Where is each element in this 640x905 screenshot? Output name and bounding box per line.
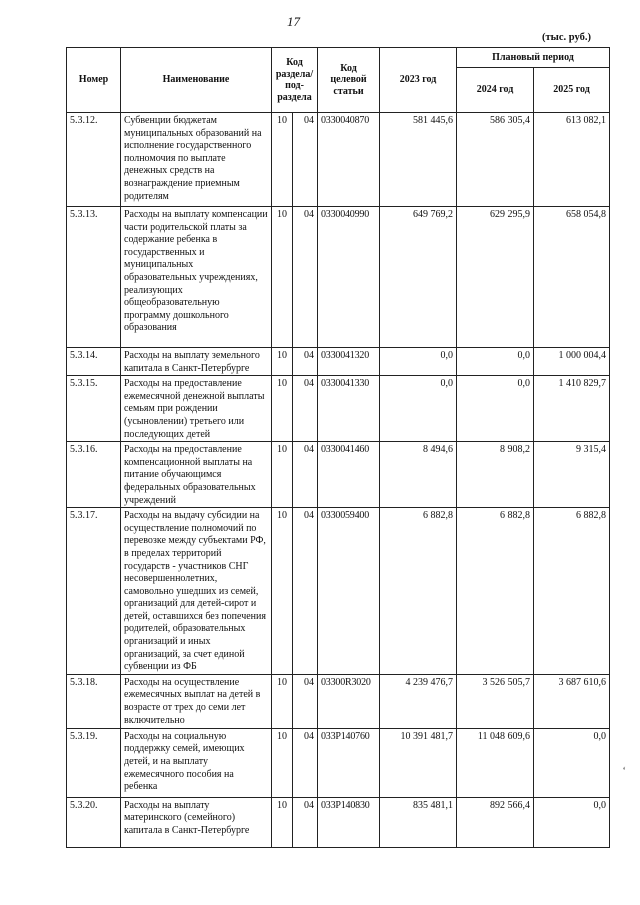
row-section-code: 10 [272,508,293,675]
header-2025: 2025 год [534,68,610,113]
row-target-code: 033P140830 [318,797,380,847]
row-subsection-code: 04 [293,508,318,675]
header-target-code: Код целевой статьи [318,48,380,113]
row-number: 5.3.12. [67,113,121,207]
row-section-code: 10 [272,728,293,797]
row-number: 5.3.15. [67,376,121,442]
row-target-code: 033P140760 [318,728,380,797]
row-value-2024: 6 882,8 [457,508,534,675]
row-subsection-code: 04 [293,207,318,348]
row-subsection-code: 04 [293,797,318,847]
margin-mark: ‘ [622,765,626,777]
row-name: Расходы на выплату компенсации части родительской платы за содержание ребенка в государственных и муниципальных образовательных учреждениях, реализующих общеобразовательную программу дошкольного образования [121,207,272,348]
row-value-2023: 649 769,2 [380,207,457,348]
table-row [67,207,610,348]
row-value-2025: 1 410 829,7 [534,376,610,442]
row-section-code: 10 [272,348,293,376]
header-2024: 2024 год [457,68,534,113]
row-name: Расходы на выплату земельного капитала в Санкт-Петербурге [121,348,272,376]
row-section-code: 10 [272,674,293,728]
row-value-2025: 3 687 610,6 [534,674,610,728]
row-value-2024: 586 305,4 [457,113,534,207]
row-subsection-code: 04 [293,113,318,207]
row-name: Расходы на социальную поддержку семей, имеющих детей, и на выплату ежемесячного пособия на ребенка [121,728,272,797]
table-row [67,376,610,442]
table-row [67,508,610,675]
row-value-2023: 0,0 [380,376,457,442]
row-value-2024: 8 908,2 [457,442,534,508]
page-number: 17 [287,14,300,29]
row-number: 5.3.13. [67,207,121,348]
row-number: 5.3.16. [67,442,121,508]
table-row [67,442,610,508]
row-value-2025: 0,0 [534,797,610,847]
row-target-code: 0330040870 [318,113,380,207]
row-name: Субвенции бюджетам муниципальных образований на исполнение государственного полномочия по выплате денежных средств на вознаграждение приемным родителям [121,113,272,207]
row-subsection-code: 04 [293,376,318,442]
row-name: Расходы на выдачу субсидии на осуществление полномочий по перевозке между субъектами РФ, в пределах территорий государств - участников СНГ несовершеннолетних, самовольно ушедших из семей, организаций для детей-сирот и детей, оставшихся без попечения родителей, образовательных организаций и иных организаций, за счет единой субвенции из ФБ [121,508,272,675]
row-subsection-code: 04 [293,348,318,376]
row-value-2024: 0,0 [457,348,534,376]
row-value-2023: 10 391 481,7 [380,728,457,797]
header-name: Наименование [121,48,272,113]
row-subsection-code: 04 [293,442,318,508]
row-value-2023: 0,0 [380,348,457,376]
row-name: Расходы на предоставление компенсационной выплаты на питание обучающимся федеральных образовательных учреждений [121,442,272,508]
header-2023: 2023 год [380,48,457,113]
budget-table [66,47,610,848]
row-subsection-code: 04 [293,674,318,728]
row-target-code: 0330041320 [318,348,380,376]
row-target-code: 03300R3020 [318,674,380,728]
row-value-2023: 6 882,8 [380,508,457,675]
table-row [67,728,610,797]
row-number: 5.3.18. [67,674,121,728]
row-value-2023: 581 445,6 [380,113,457,207]
row-value-2024: 629 295,9 [457,207,534,348]
row-value-2023: 8 494,6 [380,442,457,508]
table-row [67,674,610,728]
header-number: Номер [67,48,121,113]
row-value-2024: 3 526 505,7 [457,674,534,728]
row-value-2025: 9 315,4 [534,442,610,508]
row-number: 5.3.19. [67,728,121,797]
row-section-code: 10 [272,376,293,442]
row-section-code: 10 [272,207,293,348]
units-label: (тыс. руб.) [542,32,591,43]
row-subsection-code: 04 [293,728,318,797]
row-value-2025: 658 054,8 [534,207,610,348]
row-target-code: 0330040990 [318,207,380,348]
row-name: Расходы на осуществление ежемесячных выплат на детей в возрасте от трех до семи лет включительно [121,674,272,728]
row-value-2023: 4 239 476,7 [380,674,457,728]
row-value-2024: 892 566,4 [457,797,534,847]
row-section-code: 10 [272,442,293,508]
row-value-2025: 0,0 [534,728,610,797]
header-section-code: Код раздела/ под-раздела [272,48,318,113]
table-row [67,113,610,207]
table-row [67,348,610,376]
row-target-code: 0330041330 [318,376,380,442]
header-plan-period: Плановый период [457,48,610,68]
row-section-code: 10 [272,113,293,207]
row-section-code: 10 [272,797,293,847]
row-name: Расходы на предоставление ежемесячной денежной выплаты семьям при рождении (усыновлении) третьего или последующих детей [121,376,272,442]
row-target-code: 0330059400 [318,508,380,675]
row-number: 5.3.17. [67,508,121,675]
row-value-2025: 6 882,8 [534,508,610,675]
row-value-2025: 613 082,1 [534,113,610,207]
row-target-code: 0330041460 [318,442,380,508]
table-row [67,797,610,847]
row-number: 5.3.14. [67,348,121,376]
row-value-2024: 11 048 609,6 [457,728,534,797]
row-name: Расходы на выплату материнского (семейного) капитала в Санкт-Петербурге [121,797,272,847]
row-value-2024: 0,0 [457,376,534,442]
row-number: 5.3.20. [67,797,121,847]
row-value-2025: 1 000 004,4 [534,348,610,376]
row-value-2023: 835 481,1 [380,797,457,847]
